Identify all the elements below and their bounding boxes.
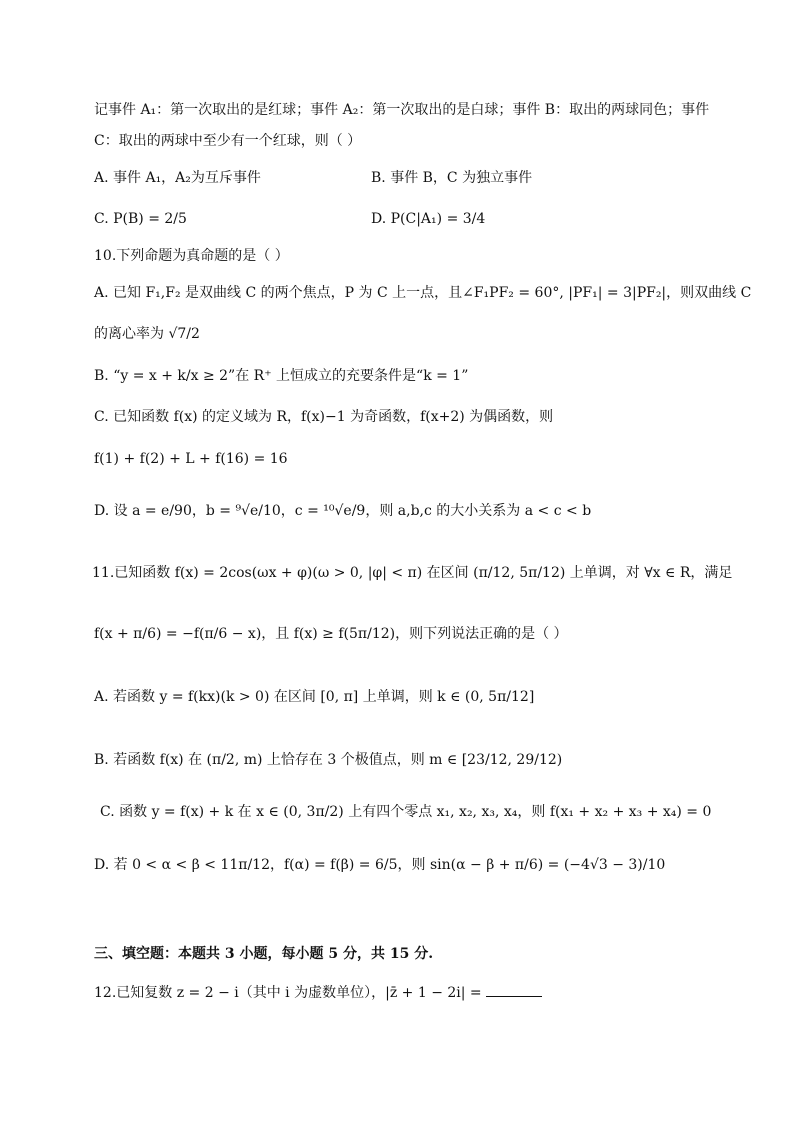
q9-option-d: D. P(C|A₁) = 3/4: [371, 211, 486, 227]
q11-option-c: C. 函数 y = f(x) + k 在 x ∈ (0, 3π/2) 上有四个零点 x₁, x₂, x₃, x₄，则 f(x₁ + x₂ + x₃ + x₄) = 0: [100, 804, 712, 820]
q10-option-b: B. “y = x + k/x ≥ 2”在 R⁺ 上恒成立的充要条件是“k = 1”: [94, 368, 469, 384]
q10-stem: 10.下列命题为真命题的是（ ）: [94, 248, 289, 264]
q11-option-d: D. 若 0 < α < β < 11π/12，f(α) = f(β) = 6/5，则 sin(α − β + π/6) = (−4√3 − 3)/10: [94, 857, 666, 873]
answer-blank[interactable]: [486, 982, 542, 997]
q9-option-c: C. P(B) = 2/5: [94, 211, 187, 227]
q10-option-c-line2: f(1) + f(2) + L + f(16) = 16: [94, 451, 288, 467]
q9-option-b: B. 事件 B，C 为独立事件: [371, 170, 533, 186]
q9-option-a: A. 事件 A₁，A₂为互斥事件: [94, 170, 261, 186]
q9-stem-line1: 记事件 A₁：第一次取出的是红球；事件 A₂：第一次取出的是白球；事件 B：取出的两球同色；事件: [94, 102, 710, 118]
q11-stem-line1: 11.已知函数 f(x) = 2cos(ωx + φ)(ω > 0, |φ| < π) 在区间 (π/12, 5π/12) 上单调，对 ∀x ∈ R，满足: [92, 565, 733, 581]
q11-stem-line2: f(x + π/6) = −f(π/6 − x)，且 f(x) ≥ f(5π/12)，则下列说法正确的是（ ）: [94, 626, 568, 642]
q12-stem: 12.已知复数 z = 2 − i（其中 i 为虚数单位），|z̄ + 1 − 2i| =: [94, 985, 487, 1001]
q11-option-a: A. 若函数 y = f(kx)(k > 0) 在区间 [0, π] 上单调，则 k ∈ (0, 5π/12]: [94, 689, 535, 705]
q11-option-b: B. 若函数 f(x) 在 (π/2, m) 上恰存在 3 个极值点，则 m ∈ [23/12, 29/12): [94, 752, 563, 768]
q10-option-c-line1: C. 已知函数 f(x) 的定义域为 R，f(x)−1 为奇函数，f(x+2) 为偶函数，则: [94, 409, 554, 425]
q9-stem-line2: C：取出的两球中至少有一个红球，则（ ）: [94, 133, 362, 149]
q10-option-d: D. 设 a = e/90，b = ⁹√e/10，c = ¹⁰√e/9，则 a,b,c 的大小关系为 a < c < b: [94, 503, 592, 519]
q10-option-a-line1: A. 已知 F₁,F₂ 是双曲线 C 的两个焦点，P 为 C 上一点，且∠F₁PF₂ = 60°, |PF₁| = 3|PF₂|，则双曲线 C: [94, 285, 752, 301]
q10-option-a-line2: 的离心率为 √7/2: [94, 326, 200, 342]
q12-line: [94, 982, 542, 1003]
section3-heading: 三、填空题：本题共 3 小题，每小题 5 分，共 15 分.: [94, 946, 434, 962]
